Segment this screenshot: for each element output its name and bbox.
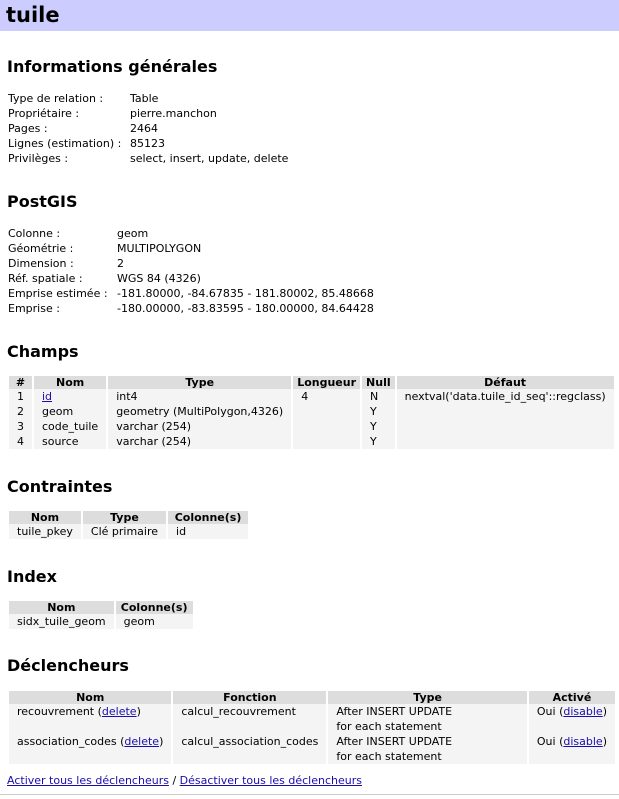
info-label: Propriétaire : bbox=[8, 107, 80, 120]
field-default bbox=[397, 434, 614, 449]
constraint-name: tuile_pkey bbox=[9, 524, 81, 539]
general-heading: Informations générales bbox=[7, 57, 218, 76]
trigger-type-line2: for each statement bbox=[336, 720, 442, 733]
field-name: code_tuile bbox=[34, 419, 106, 434]
constraints-table bbox=[7, 511, 250, 539]
trigger-name-text: recouvrement bbox=[17, 705, 95, 718]
field-default bbox=[397, 419, 614, 434]
general-row-type bbox=[8, 91, 288, 106]
fields-table bbox=[7, 376, 616, 449]
fields-heading: Champs bbox=[7, 342, 79, 361]
col-header-function: Fonction bbox=[173, 691, 326, 704]
col-header-null: Null bbox=[362, 376, 395, 389]
info-label: Emprise : bbox=[8, 302, 60, 315]
info-label: Géométrie : bbox=[8, 242, 74, 255]
info-value: 2 bbox=[117, 257, 124, 270]
field-name: geom bbox=[34, 404, 106, 419]
general-row-rows bbox=[8, 136, 288, 151]
info-value: MULTIPOLYGON bbox=[117, 242, 202, 255]
trigger-type bbox=[328, 734, 527, 764]
info-value: -181.80000, -84.67835 - 181.80002, 85.48668 bbox=[117, 287, 374, 300]
postgis-row-geometry bbox=[8, 241, 374, 256]
trigger-type-line1: After INSERT UPDATE bbox=[336, 705, 453, 718]
field-default: nextval('data.tuile_id_seq'::regclass) bbox=[397, 389, 614, 404]
enable-all-triggers-link[interactable]: Activer tous les déclencheurs bbox=[7, 774, 169, 787]
trigger-name: recouvrement (delete) bbox=[9, 704, 171, 734]
info-label: Dimension : bbox=[8, 257, 74, 270]
info-label: Pages : bbox=[8, 122, 48, 135]
field-name[interactable] bbox=[34, 389, 106, 404]
field-name: source bbox=[34, 434, 106, 449]
field-type: varchar (254) bbox=[108, 419, 291, 434]
table-row bbox=[9, 704, 615, 734]
index-columns: geom bbox=[116, 614, 193, 629]
field-num: 3 bbox=[9, 419, 32, 434]
trigger-function: calcul_association_codes bbox=[173, 734, 326, 764]
indexes-table bbox=[7, 601, 195, 629]
trigger-name-text: association_codes bbox=[17, 735, 117, 748]
field-type: int4 bbox=[108, 389, 291, 404]
delete-trigger-link[interactable]: delete bbox=[101, 705, 137, 718]
trigger-actions bbox=[7, 774, 362, 787]
info-label: Lignes (estimation) : bbox=[8, 137, 122, 150]
col-header-columns: Colonne(s) bbox=[116, 601, 193, 614]
triggers-heading: Déclencheurs bbox=[7, 656, 129, 675]
table-row bbox=[9, 734, 615, 764]
disable-all-triggers-link[interactable]: Désactiver tous les déclencheurs bbox=[179, 774, 362, 787]
table-row bbox=[9, 389, 614, 404]
table-row bbox=[9, 434, 614, 449]
col-header-type: Type bbox=[83, 511, 166, 524]
index-name: sidx_tuile_geom bbox=[9, 614, 114, 629]
general-info-table bbox=[8, 91, 288, 166]
field-null: Y bbox=[362, 404, 395, 419]
trigger-enabled-value: Oui bbox=[536, 705, 556, 718]
trigger-type bbox=[328, 704, 527, 734]
link-separator: / bbox=[168, 774, 180, 787]
field-null: Y bbox=[362, 419, 395, 434]
field-type: varchar (254) bbox=[108, 434, 291, 449]
col-header-type: Type bbox=[328, 691, 527, 704]
postgis-heading: PostGIS bbox=[7, 192, 78, 211]
table-header-row bbox=[9, 511, 248, 524]
constraints-heading: Contraintes bbox=[7, 477, 113, 496]
trigger-enabled-value: Oui bbox=[536, 735, 556, 748]
trigger-type-line2: for each statement bbox=[336, 750, 442, 763]
info-value: 2464 bbox=[130, 122, 158, 135]
trigger-enabled: Oui (disable) bbox=[529, 734, 615, 764]
info-label: Privilèges : bbox=[8, 152, 69, 165]
col-header-name: Nom bbox=[9, 601, 114, 614]
field-num: 4 bbox=[9, 434, 32, 449]
col-header-default: Défaut bbox=[397, 376, 614, 389]
table-row bbox=[9, 419, 614, 434]
field-num: 2 bbox=[9, 404, 32, 419]
field-length bbox=[293, 404, 360, 419]
field-type: geometry (MultiPolygon,4326) bbox=[108, 404, 291, 419]
info-value: WGS 84 (4326) bbox=[117, 272, 201, 285]
col-header-name: Nom bbox=[9, 691, 171, 704]
info-value: geom bbox=[117, 227, 149, 240]
info-value: 85123 bbox=[130, 137, 165, 150]
col-header-name: Nom bbox=[9, 511, 81, 524]
info-value: select, insert, update, delete bbox=[130, 152, 289, 165]
postgis-row-srid bbox=[8, 271, 374, 286]
info-label: Colonne : bbox=[8, 227, 61, 240]
table-header-row bbox=[9, 376, 614, 389]
constraint-type: Clé primaire bbox=[83, 524, 166, 539]
postgis-row-estimated-extent bbox=[8, 286, 374, 301]
col-header-type: Type bbox=[108, 376, 291, 389]
info-label: Emprise estimée : bbox=[8, 287, 108, 300]
postgis-row-column bbox=[8, 226, 374, 241]
postgis-row-dimension bbox=[8, 256, 374, 271]
table-header-row bbox=[9, 601, 193, 614]
col-header-columns: Colonne(s) bbox=[168, 511, 248, 524]
general-row-pages bbox=[8, 121, 288, 136]
constraint-columns: id bbox=[168, 524, 248, 539]
info-label: Type de relation : bbox=[8, 92, 104, 105]
info-label: Réf. spatiale : bbox=[8, 272, 83, 285]
col-header-num: # bbox=[9, 376, 32, 389]
disable-trigger-link[interactable]: disable bbox=[563, 705, 603, 718]
col-header-enabled: Activé bbox=[529, 691, 615, 704]
field-length bbox=[293, 434, 360, 449]
field-null: N bbox=[362, 389, 395, 404]
page-title: tuile bbox=[0, 0, 619, 31]
general-row-privileges bbox=[8, 151, 288, 166]
info-value: pierre.manchon bbox=[130, 107, 217, 120]
info-value: -180.00000, -83.83595 - 180.00000, 84.64428 bbox=[117, 302, 374, 315]
field-num: 1 bbox=[9, 389, 32, 404]
field-null: Y bbox=[362, 434, 395, 449]
col-header-name: Nom bbox=[34, 376, 106, 389]
trigger-name: association_codes (delete) bbox=[9, 734, 171, 764]
field-length: 4 bbox=[293, 389, 360, 404]
trigger-enabled: Oui (disable) bbox=[529, 704, 615, 734]
col-header-length: Longueur bbox=[293, 376, 360, 389]
table-header-row bbox=[9, 691, 615, 704]
delete-trigger-link[interactable]: delete bbox=[124, 735, 160, 748]
trigger-function: calcul_recouvrement bbox=[173, 704, 326, 734]
disable-trigger-link[interactable]: disable bbox=[563, 735, 603, 748]
table-row bbox=[9, 404, 614, 419]
postgis-row-extent bbox=[8, 301, 374, 316]
indexes-heading: Index bbox=[7, 567, 57, 586]
field-name-link[interactable]: id bbox=[42, 390, 53, 403]
bottom-divider bbox=[0, 794, 619, 795]
trigger-type-line1: After INSERT UPDATE bbox=[336, 735, 453, 748]
field-default bbox=[397, 404, 614, 419]
triggers-table bbox=[7, 691, 617, 764]
general-row-owner bbox=[8, 106, 288, 121]
table-row bbox=[9, 614, 193, 629]
info-value: Table bbox=[130, 92, 159, 105]
field-length bbox=[293, 419, 360, 434]
postgis-info-table bbox=[8, 226, 374, 316]
table-row bbox=[9, 524, 248, 539]
